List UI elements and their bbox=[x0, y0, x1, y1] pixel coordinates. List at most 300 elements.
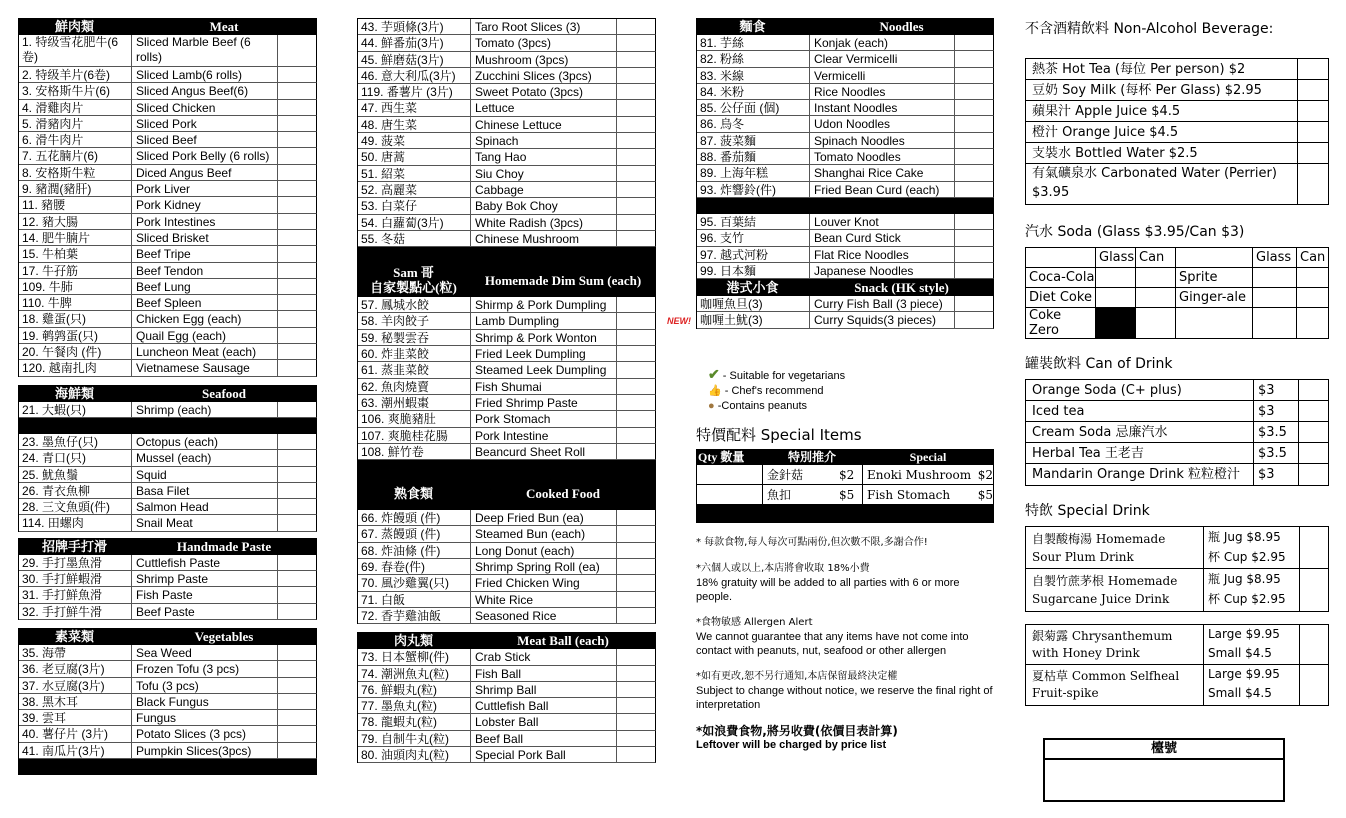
qty-cell[interactable] bbox=[955, 312, 993, 327]
item-chinese-name: 76. 鮮蝦丸(粒) bbox=[358, 682, 471, 697]
menu-item-row bbox=[19, 230, 317, 246]
qty-cell[interactable] bbox=[617, 100, 655, 115]
herbal-drink-table: 銀菊露 Chrysanthemum with Honey Drink Large $9.95 Small $4.5 夏枯草 Common Selfheal Fruit-spike Large $9.95 Small $4.5 bbox=[1025, 624, 1329, 706]
item-english-name: Beef Paste bbox=[132, 604, 278, 619]
qty-cell[interactable] bbox=[617, 682, 655, 697]
qty-cell[interactable] bbox=[617, 346, 655, 361]
qty-cell[interactable] bbox=[955, 165, 993, 180]
item-english-name: Long Donut (each) bbox=[471, 543, 617, 558]
item-chinese-name: 36. 老豆腐(3片) bbox=[19, 661, 132, 676]
qty-cell[interactable] bbox=[278, 279, 316, 294]
qty-cell[interactable] bbox=[278, 515, 316, 530]
item-english-name: Konjak (each) bbox=[810, 35, 955, 50]
menu-item-row bbox=[358, 166, 656, 182]
item-english-name: Tang Hao bbox=[471, 149, 617, 164]
item-chinese-name: 15. 牛柏葉 bbox=[19, 246, 132, 261]
item-chinese-name: 97. 越式河粉 bbox=[697, 247, 810, 262]
item-chinese-name: 14. 肥牛腩片 bbox=[19, 230, 132, 245]
divider bbox=[357, 247, 656, 263]
item-chinese-name: 58. 羊肉餃子 bbox=[358, 313, 471, 328]
qty-cell[interactable] bbox=[617, 543, 655, 558]
item-chinese-name: 88. 番茄麵 bbox=[697, 149, 810, 164]
soda-table: Glass Can Glass Can Coca-Cola Sprite Diet Coke Ginger-ale Coke Zero bbox=[1025, 247, 1329, 339]
item-chinese-name: 41. 南瓜片(3片) bbox=[19, 743, 132, 758]
item-chinese-name: 19. 鹌鹑蛋(只) bbox=[19, 328, 132, 343]
item-chinese-name: 咖喱魚旦(3) bbox=[697, 296, 810, 311]
qty-cell[interactable] bbox=[278, 726, 316, 741]
paste-header: 招牌手打滑 Handmade Paste bbox=[18, 538, 317, 555]
item-english-name: Zucchini Slices (3pcs) bbox=[471, 68, 617, 83]
item-chinese-name: 40. 薯仔片 (3片) bbox=[19, 726, 132, 741]
menu-item-row bbox=[358, 182, 656, 198]
item-english-name: Instant Noodles bbox=[810, 100, 955, 115]
menu-item-row bbox=[358, 731, 656, 747]
item-chinese-name: 咖喱土魷(3) bbox=[697, 312, 810, 327]
qty-cell[interactable] bbox=[617, 198, 655, 213]
menu-item-row bbox=[19, 645, 317, 661]
item-chinese-name: 9. 豬潤(豬肝) bbox=[19, 181, 132, 196]
menu-item-row bbox=[358, 444, 656, 460]
meat-header: 鮮肉類 Meat bbox=[18, 18, 317, 35]
item-chinese-name: 93. 炸響鈴(件) bbox=[697, 182, 810, 197]
item-english-name: Squid bbox=[132, 467, 278, 482]
item-chinese-name: 72. 香芋雞油飯 bbox=[358, 608, 471, 623]
qty-cell[interactable] bbox=[278, 181, 316, 196]
item-chinese-name: 67. 蒸饅頭 (件) bbox=[358, 526, 471, 541]
item-english-name: Flat Rice Noodles bbox=[810, 247, 955, 262]
item-chinese-name: 8. 安格斯牛粒 bbox=[19, 165, 132, 180]
item-english-name: Spinach bbox=[471, 133, 617, 148]
divider bbox=[18, 418, 317, 434]
item-english-name: Deep Fried Bun (ea) bbox=[471, 510, 617, 525]
item-english-name: Tofu (3 pcs) bbox=[132, 678, 278, 693]
qty-cell[interactable] bbox=[617, 52, 655, 67]
qty-cell[interactable] bbox=[278, 360, 316, 375]
qty-cell[interactable] bbox=[278, 328, 316, 343]
qty-cell[interactable] bbox=[617, 19, 655, 34]
qty-cell[interactable] bbox=[278, 743, 316, 758]
item-english-name: Sliced Angus Beef(6) bbox=[132, 83, 278, 98]
menu-item-row bbox=[19, 83, 317, 99]
qty-cell[interactable] bbox=[955, 230, 993, 245]
dimsum-table bbox=[357, 297, 656, 460]
qty-cell[interactable] bbox=[955, 35, 993, 50]
item-english-name: Vermicelli bbox=[810, 68, 955, 83]
item-english-name: Sliced Lamb(6 rolls) bbox=[132, 67, 278, 82]
menu-item-row bbox=[19, 100, 317, 116]
qty-cell[interactable] bbox=[955, 100, 993, 115]
item-english-name: Taro Root Slices (3) bbox=[471, 19, 617, 34]
item-english-name: Beef Spleen bbox=[132, 295, 278, 310]
item-chinese-name: 70. 風沙雞翼(只) bbox=[358, 575, 471, 590]
qty-cell[interactable] bbox=[278, 499, 316, 514]
qty-cell[interactable] bbox=[617, 133, 655, 148]
item-chinese-name: 73. 日本蟹柳(件) bbox=[358, 649, 471, 664]
item-english-name: Tomato Noodles bbox=[810, 149, 955, 164]
qty-cell[interactable] bbox=[278, 100, 316, 115]
item-chinese-name: 45. 鮮磨菇(3片) bbox=[358, 52, 471, 67]
menu-item-row bbox=[358, 84, 656, 100]
menu-item-row bbox=[19, 197, 317, 213]
qty-cell[interactable] bbox=[278, 555, 316, 570]
menu-item-row bbox=[358, 379, 656, 395]
qty-cell[interactable] bbox=[278, 344, 316, 359]
menu-item-row bbox=[697, 68, 994, 84]
special-title: 特價配料 Special Items bbox=[696, 425, 862, 444]
menu-item-row bbox=[358, 510, 656, 526]
beverage-title: 不含酒精飲料 Non-Alcohol Beverage: bbox=[1025, 21, 1274, 37]
item-english-name: Steamed Leek Dumpling bbox=[471, 362, 617, 377]
item-english-name: Sliced Pork bbox=[132, 116, 278, 131]
item-chinese-name: 69. 春卷(件) bbox=[358, 559, 471, 574]
qty-cell[interactable] bbox=[955, 247, 993, 262]
qty-cell[interactable] bbox=[617, 731, 655, 746]
qty-cell[interactable] bbox=[617, 297, 655, 312]
qty-cell[interactable] bbox=[617, 231, 655, 246]
qty-cell[interactable] bbox=[278, 467, 316, 482]
item-chinese-name: 83. 米線 bbox=[697, 68, 810, 83]
snack-header: 港式小食 Snack (HK style) bbox=[696, 279, 994, 296]
menu-item-row bbox=[19, 743, 317, 759]
qty-cell[interactable] bbox=[955, 133, 993, 148]
menu-item-row bbox=[697, 230, 994, 246]
item-chinese-name: 24. 青口(只) bbox=[19, 450, 132, 465]
item-english-name: Fried Chicken Wing bbox=[471, 575, 617, 590]
qty-cell[interactable] bbox=[278, 148, 316, 163]
qty-cell[interactable] bbox=[955, 51, 993, 66]
item-chinese-name: 62. 魚肉燒賣 bbox=[358, 379, 471, 394]
can-title: 罐裝飲料 Can of Drink bbox=[1025, 356, 1173, 372]
qty-cell[interactable] bbox=[278, 587, 316, 602]
menu-item-row bbox=[697, 312, 994, 328]
qty-cell[interactable] bbox=[617, 362, 655, 377]
item-chinese-name: 86. 烏冬 bbox=[697, 116, 810, 131]
item-chinese-name: 107. 爽脆桂花腸 bbox=[358, 428, 471, 443]
menu-item-row bbox=[697, 165, 994, 181]
menu-item-row bbox=[358, 395, 656, 411]
qty-cell[interactable] bbox=[278, 450, 316, 465]
item-english-name: Fish Paste bbox=[132, 587, 278, 602]
item-english-name: Fried Bean Curd (each) bbox=[810, 182, 955, 197]
qty-cell[interactable] bbox=[278, 230, 316, 245]
item-chinese-name: 61. 蒸韭菜餃 bbox=[358, 362, 471, 377]
qty-cell[interactable] bbox=[617, 313, 655, 328]
item-chinese-name: 17. 牛孖筋 bbox=[19, 263, 132, 278]
item-english-name: Quail Egg (each) bbox=[132, 328, 278, 343]
paste-table bbox=[18, 555, 317, 620]
item-english-name: Sliced Pork Belly (6 rolls) bbox=[132, 148, 278, 163]
item-chinese-name: 7. 五花腩片(6) bbox=[19, 148, 132, 163]
item-chinese-name: 4. 滑雞肉片 bbox=[19, 100, 132, 115]
qty-cell[interactable] bbox=[617, 428, 655, 443]
qty-cell[interactable] bbox=[617, 35, 655, 50]
qty-cell[interactable] bbox=[617, 84, 655, 99]
new-badge: NEW! bbox=[667, 316, 691, 327]
menu-item-row bbox=[358, 543, 656, 559]
item-english-name: Crab Stick bbox=[471, 649, 617, 664]
item-chinese-name: 55. 冬菇 bbox=[358, 231, 471, 246]
peanut-icon: ● bbox=[708, 399, 715, 412]
menu-item-row bbox=[19, 214, 317, 230]
menu-item-row bbox=[358, 698, 656, 714]
menu-item-row bbox=[358, 149, 656, 165]
soda-title: 汽水 Soda (Glass $3.95/Can $3) bbox=[1025, 224, 1245, 240]
noodles-header: 麵食 Noodles bbox=[696, 18, 994, 35]
menu-item-row bbox=[19, 710, 317, 726]
item-chinese-name: 68. 炸油條 (件) bbox=[358, 543, 471, 558]
cooked-table bbox=[357, 510, 656, 624]
qty-cell[interactable] bbox=[278, 246, 316, 261]
qty-cell[interactable] bbox=[278, 83, 316, 98]
qty-cell[interactable] bbox=[955, 116, 993, 131]
special-drink-title: 特飲 Special Drink bbox=[1025, 503, 1150, 519]
item-english-name: Lamb Dumpling bbox=[471, 313, 617, 328]
menu-item-row bbox=[358, 297, 656, 313]
vegetables-header: 素菜類 Vegetables bbox=[18, 628, 317, 645]
can-table: Orange Soda (C+ plus) $3 Iced tea $3 Cream Soda 忌廉汽水 $3.5 Herbal Tea 王老吉 $3.5 Mandarin Orange Drink 粒粒橙汁 $3 bbox=[1025, 379, 1329, 486]
item-chinese-name: 23. 墨魚仔(只) bbox=[19, 434, 132, 449]
item-chinese-name: 66. 炸饅頭 (件) bbox=[358, 510, 471, 525]
menu-item-row bbox=[19, 246, 317, 262]
qty-cell[interactable] bbox=[617, 608, 655, 623]
item-english-name: Shrimp (each) bbox=[132, 402, 278, 417]
qty-cell[interactable] bbox=[617, 330, 655, 345]
item-english-name: Sliced Beef bbox=[132, 132, 278, 147]
qty-cell[interactable] bbox=[617, 649, 655, 664]
qty-cell[interactable] bbox=[278, 571, 316, 586]
qty-cell[interactable] bbox=[278, 604, 316, 619]
item-english-name: Beef Lung bbox=[132, 279, 278, 294]
item-chinese-name: 39. 雲耳 bbox=[19, 710, 132, 725]
item-english-name: Lettuce bbox=[471, 100, 617, 115]
menu-item-row bbox=[19, 67, 317, 83]
item-english-name: Udon Noodles bbox=[810, 116, 955, 131]
qty-cell[interactable] bbox=[955, 182, 993, 197]
item-english-name: Salmon Head bbox=[132, 499, 278, 514]
item-english-name: Fungus bbox=[132, 710, 278, 725]
qty-cell[interactable] bbox=[617, 592, 655, 607]
qty-cell[interactable] bbox=[278, 214, 316, 229]
item-chinese-name: 84. 米粉 bbox=[697, 84, 810, 99]
qty-cell[interactable] bbox=[617, 575, 655, 590]
item-chinese-name: 5. 滑豬肉片 bbox=[19, 116, 132, 131]
menu-item-row bbox=[358, 362, 656, 378]
qty-cell[interactable] bbox=[278, 132, 316, 147]
item-english-name: Pork Intestine bbox=[471, 428, 617, 443]
item-chinese-name: 106. 爽脆豬肚 bbox=[358, 411, 471, 426]
qty-cell[interactable] bbox=[617, 117, 655, 132]
menu-item-row bbox=[358, 649, 656, 665]
qty-cell[interactable] bbox=[278, 197, 316, 212]
item-chinese-name: 20. 午餐肉 (件) bbox=[19, 344, 132, 359]
item-chinese-name: 31. 手打鮮魚滑 bbox=[19, 587, 132, 602]
item-chinese-name: 46. 意大利瓜(3片) bbox=[358, 68, 471, 83]
dimsum-header: Sam 哥 自家製點心(粒) Homemade Dim Sum (each) bbox=[357, 263, 656, 297]
item-english-name: Louver Knot bbox=[810, 214, 955, 229]
item-english-name: Chinese Lettuce bbox=[471, 117, 617, 132]
menu-item-row bbox=[358, 559, 656, 575]
item-english-name: Beef Ball bbox=[471, 731, 617, 746]
special-drink-table: 自製酸梅湯 Homemade Sour Plum Drink 瓶 Jug $8.95 杯 Cup $2.95 自製竹蔗茅根 Homemade Sugarcane Juice Drink 瓶 Jug $8.95 杯 Cup $2.95 bbox=[1025, 526, 1329, 612]
menu-item-row bbox=[358, 330, 656, 346]
menu-item-row bbox=[697, 182, 994, 198]
item-english-name: Cuttlefish Paste bbox=[132, 555, 278, 570]
item-english-name: Fish Ball bbox=[471, 666, 617, 681]
item-chinese-name: 59. 秘製雲吞 bbox=[358, 330, 471, 345]
qty-cell[interactable] bbox=[955, 296, 993, 311]
menu-item-row bbox=[19, 661, 317, 677]
qty-cell[interactable] bbox=[617, 444, 655, 459]
qty-cell[interactable] bbox=[617, 411, 655, 426]
item-english-name: Fried Leek Dumpling bbox=[471, 346, 617, 361]
qty-cell[interactable] bbox=[955, 84, 993, 99]
item-chinese-name: 89. 上海年糕 bbox=[697, 165, 810, 180]
item-chinese-name: 49. 菠菜 bbox=[358, 133, 471, 148]
snack-table bbox=[667, 296, 994, 329]
item-english-name: Spinach Noodles bbox=[810, 133, 955, 148]
qty-cell[interactable] bbox=[278, 694, 316, 709]
item-chinese-name: 110. 牛脾 bbox=[19, 295, 132, 310]
item-english-name: Sliced Marble Beef (6 rolls) bbox=[132, 35, 278, 66]
qty-cell[interactable] bbox=[617, 215, 655, 230]
qty-cell[interactable] bbox=[278, 661, 316, 676]
menu-item-row bbox=[697, 100, 994, 116]
qty-cell[interactable] bbox=[617, 379, 655, 394]
item-chinese-name: 87. 菠菜麵 bbox=[697, 133, 810, 148]
qty-cell[interactable] bbox=[955, 263, 993, 278]
item-chinese-name: 71. 白飯 bbox=[358, 592, 471, 607]
qty-cell[interactable] bbox=[955, 149, 993, 164]
item-chinese-name: 47. 西生菜 bbox=[358, 100, 471, 115]
menu-item-row bbox=[358, 575, 656, 591]
qty-cell[interactable] bbox=[278, 35, 316, 66]
qty-cell[interactable] bbox=[278, 645, 316, 660]
qty-cell[interactable] bbox=[278, 678, 316, 693]
menu-item-row bbox=[697, 149, 994, 165]
menu-item-row bbox=[19, 344, 317, 360]
qty-cell[interactable] bbox=[617, 166, 655, 181]
qty-cell[interactable] bbox=[278, 67, 316, 82]
item-chinese-name: 95. 百葉結 bbox=[697, 214, 810, 229]
seafood-header: 海鮮類 Seafood bbox=[18, 385, 317, 402]
qty-cell[interactable] bbox=[955, 214, 993, 229]
item-english-name: Diced Angus Beef bbox=[132, 165, 278, 180]
qty-cell[interactable] bbox=[278, 295, 316, 310]
item-chinese-name: 29. 手打墨魚滑 bbox=[19, 555, 132, 570]
legend-peanut: ● -Contains peanuts bbox=[708, 399, 807, 412]
item-chinese-name: 77. 墨魚丸(粒) bbox=[358, 698, 471, 713]
menu-item-row bbox=[19, 499, 317, 515]
item-english-name: Octopus (each) bbox=[132, 434, 278, 449]
table-number-box[interactable] bbox=[1043, 738, 1285, 802]
qty-cell[interactable] bbox=[617, 68, 655, 83]
item-chinese-name: 28. 三文魚頭(件) bbox=[19, 499, 132, 514]
item-chinese-name: 21. 大蝦(只) bbox=[19, 402, 132, 417]
item-chinese-name: 44. 鮮番茄(3片) bbox=[358, 35, 471, 50]
menu-column-2 bbox=[357, 18, 656, 763]
item-chinese-name: 35. 海帶 bbox=[19, 645, 132, 660]
qty-cell[interactable] bbox=[278, 311, 316, 326]
qty-cell[interactable] bbox=[617, 559, 655, 574]
item-chinese-name: 3. 安格斯牛片(6) bbox=[19, 83, 132, 98]
menu-item-row bbox=[19, 694, 317, 710]
menu-item-row bbox=[697, 247, 994, 263]
menu-column-3 bbox=[667, 18, 994, 752]
qty-cell[interactable] bbox=[278, 483, 316, 498]
item-english-name: Basa Filet bbox=[132, 483, 278, 498]
menu-item-row bbox=[697, 263, 994, 279]
item-english-name: Cuttlefish Ball bbox=[471, 698, 617, 713]
menu-item-row bbox=[358, 19, 656, 35]
qty-cell[interactable] bbox=[955, 68, 993, 83]
qty-cell[interactable] bbox=[617, 698, 655, 713]
item-english-name: Cabbage bbox=[471, 182, 617, 197]
item-chinese-name: 99. 日本麵 bbox=[697, 263, 810, 278]
item-english-name: Clear Vermicelli bbox=[810, 51, 955, 66]
item-chinese-name: 114. 田螺肉 bbox=[19, 515, 132, 530]
item-english-name: Tomato (3pcs) bbox=[471, 35, 617, 50]
legend bbox=[696, 367, 994, 414]
qty-cell[interactable] bbox=[617, 747, 655, 762]
item-english-name: Pork Liver bbox=[132, 181, 278, 196]
qty-cell[interactable] bbox=[617, 666, 655, 681]
item-chinese-name: 54. 白蘿蔔(3片) bbox=[358, 215, 471, 230]
item-chinese-name: 57. 鳳城水餃 bbox=[358, 297, 471, 312]
qty-cell[interactable] bbox=[617, 714, 655, 729]
item-english-name: Luncheon Meat (each) bbox=[132, 344, 278, 359]
qty-cell[interactable] bbox=[617, 149, 655, 164]
menu-item-row bbox=[19, 555, 317, 571]
legend-vegetarian: ✔ - Suitable for vegetarians bbox=[708, 365, 846, 382]
item-english-name: Shrimp Spring Roll (ea) bbox=[471, 559, 617, 574]
legend-chef: 👍 - Chef's recommend bbox=[708, 384, 824, 397]
item-chinese-name: 52. 高麗菜 bbox=[358, 182, 471, 197]
item-english-name: Baby Bok Choy bbox=[471, 198, 617, 213]
qty-cell[interactable] bbox=[278, 165, 316, 180]
qty-cell[interactable] bbox=[278, 434, 316, 449]
item-english-name: Sliced Brisket bbox=[132, 230, 278, 245]
menu-item-row bbox=[697, 84, 994, 100]
item-english-name: Fried Shrimp Paste bbox=[471, 395, 617, 410]
menu-item-row bbox=[358, 714, 656, 730]
menu-item-row bbox=[697, 296, 994, 312]
menu-item-row bbox=[19, 35, 317, 67]
meat-table bbox=[18, 35, 317, 377]
item-chinese-name: 48. 唐生菜 bbox=[358, 117, 471, 132]
qty-cell[interactable] bbox=[617, 526, 655, 541]
thumbs-up-icon: 👍 bbox=[708, 384, 722, 397]
qty-cell[interactable] bbox=[278, 710, 316, 725]
vegetables-table bbox=[18, 645, 317, 759]
divider bbox=[18, 759, 317, 775]
item-english-name: Sliced Chicken bbox=[132, 100, 278, 115]
menu-column-4 bbox=[1025, 18, 1329, 802]
qty-cell[interactable] bbox=[278, 116, 316, 131]
qty-cell[interactable] bbox=[617, 395, 655, 410]
menu-item-row bbox=[19, 587, 317, 603]
item-english-name: Japanese Noodles bbox=[810, 263, 955, 278]
item-english-name: White Radish (3pcs) bbox=[471, 215, 617, 230]
special-table: Qty 數量 特別推介 Special 金針菇 $2 Enoki Mushroom $2 魚扣 $5 Fish Stomach $5 bbox=[696, 449, 994, 523]
qty-cell[interactable] bbox=[278, 263, 316, 278]
qty-cell[interactable] bbox=[617, 510, 655, 525]
menu-item-row bbox=[358, 666, 656, 682]
noodles-table-2 bbox=[696, 214, 994, 279]
qty-cell[interactable] bbox=[278, 402, 316, 417]
qty-cell[interactable] bbox=[617, 182, 655, 197]
item-english-name: Frozen Tofu (3 pcs) bbox=[132, 661, 278, 676]
item-chinese-name: 81. 芋絲 bbox=[697, 35, 810, 50]
